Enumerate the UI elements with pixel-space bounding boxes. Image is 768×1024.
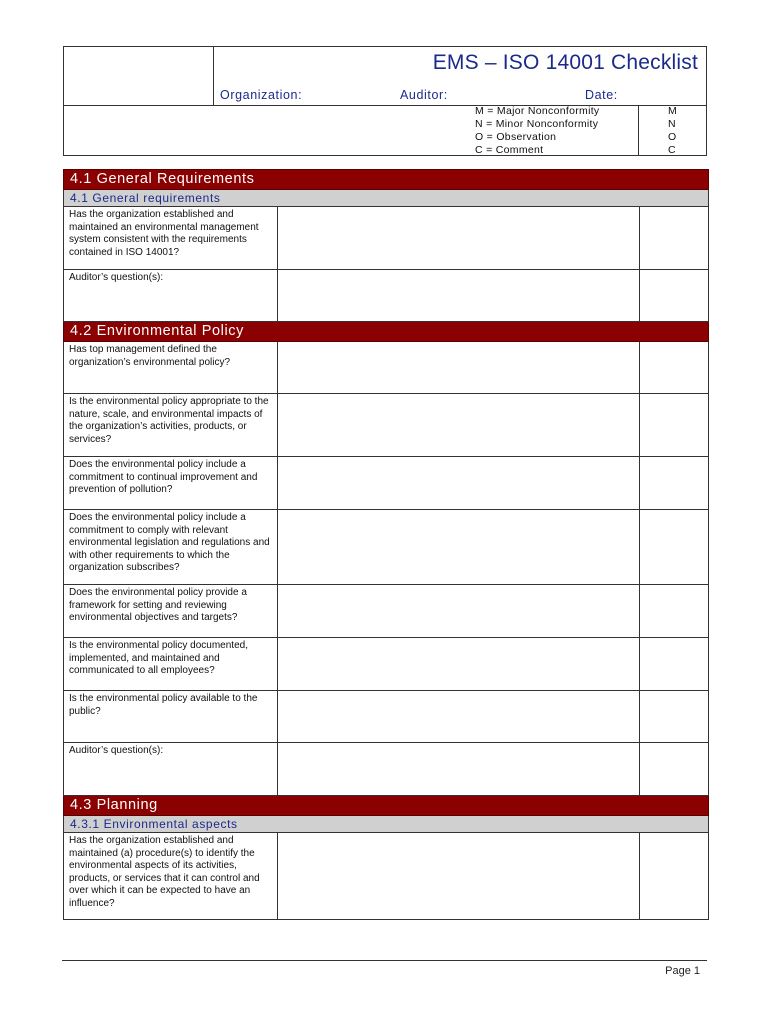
finding-cell[interactable] [640,638,709,691]
finding-cell[interactable] [640,342,709,394]
subsection-title: 4.1 General requirements [64,190,709,207]
legend-code-o: O [668,131,677,143]
answer-cell[interactable] [278,510,640,585]
legend-major: M = Major Nonconformity [475,105,600,117]
subsection-header [64,190,709,207]
legend-minor: N = Minor Nonconformity [475,118,599,130]
answer-cell[interactable] [278,638,640,691]
answer-cell[interactable] [278,585,640,638]
question-row [64,457,709,510]
section-title: 4.1 General Requirements [64,170,709,190]
finding-cell[interactable] [640,270,709,322]
date-label: Date: [585,88,618,102]
section-title: 4.2 Environmental Policy [64,322,709,342]
section-header [64,322,709,342]
question-row [64,585,709,638]
question-text: Does the environmental policy include a commitment to continual improvement and prevention of pollution? [64,457,278,510]
question-row [64,743,709,796]
finding-cell[interactable] [640,457,709,510]
answer-cell[interactable] [278,457,640,510]
section-header [64,170,709,190]
legend-observation: O = Observation [475,131,557,143]
question-row [64,691,709,743]
answer-cell[interactable] [278,394,640,457]
legend-code-m: M [668,105,677,117]
header-divider [64,105,706,106]
question-text: Does the environmental policy provide a framework for setting and reviewing environmental objectives and targets? [64,585,278,638]
footer-divider [62,960,707,961]
answer-cell[interactable] [278,342,640,394]
answer-cell[interactable] [278,207,640,270]
question-row [64,270,709,322]
finding-cell[interactable] [640,743,709,796]
legend-code-c: C [668,144,676,156]
auditor-label: Auditor: [400,88,448,102]
finding-cell[interactable] [640,510,709,585]
question-row [64,638,709,691]
subsection-title: 4.3.1 Environmental aspects [64,816,709,833]
organization-label: Organization: [220,88,303,102]
checklist-header [63,46,707,156]
checklist-table [63,169,709,920]
legend-comment: C = Comment [475,144,544,156]
question-text: Is the environmental policy documented, implemented, and maintained and communicated to all employees? [64,638,278,691]
question-row [64,207,709,270]
auditor-question-label: Auditor’s question(s): [64,743,278,796]
page-number: Page 1 [665,965,700,977]
document-title: EMS – ISO 14001 Checklist [432,51,698,74]
auditor-question-label: Auditor’s question(s): [64,270,278,322]
subsection-header [64,816,709,833]
question-row [64,394,709,457]
question-text: Is the environmental policy appropriate to the nature, scale, and environmental impacts of the organization’s activities, products, or services? [64,394,278,457]
legend-code-n: N [668,118,676,130]
answer-cell[interactable] [278,743,640,796]
finding-cell[interactable] [640,585,709,638]
legend-divider [638,105,639,156]
question-text: Is the environmental policy available to the public? [64,691,278,743]
question-row [64,833,709,920]
finding-cell[interactable] [640,207,709,270]
section-header [64,796,709,816]
question-text: Does the environmental policy include a commitment to comply with relevant environmental legislation and regulations and with other requirements to which the organization subscribes? [64,510,278,585]
question-text: Has the organization established and maintained (a) procedure(s) to identify the environmental aspects of its activities, products, or services that it can control and over which it can be expected to have an influence? [64,833,278,920]
section-title: 4.3 Planning [64,796,709,816]
question-row [64,342,709,394]
finding-cell[interactable] [640,691,709,743]
finding-cell[interactable] [640,394,709,457]
answer-cell[interactable] [278,833,640,920]
logo-cell [64,47,214,105]
question-row [64,510,709,585]
question-text: Has top management defined the organization’s environmental policy? [64,342,278,394]
finding-cell[interactable] [640,833,709,920]
answer-cell[interactable] [278,270,640,322]
answer-cell[interactable] [278,691,640,743]
question-text: Has the organization established and maintained an environmental management system consistent with the requirements contained in ISO 14001? [64,207,278,270]
